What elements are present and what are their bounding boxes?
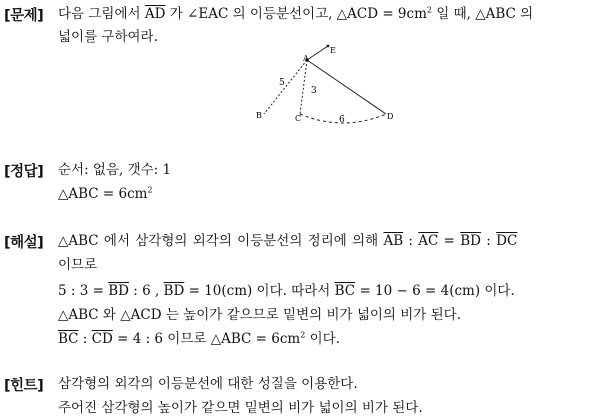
explanation-tag: [해설]	[4, 235, 44, 251]
problem-line-1: 다음 그림에서 $\overline{AD}$ 가 ∠EAC 의 이등분선이고, △ACD = $9cm^2$ 일 때, △ABC 의	[58, 5, 534, 22]
explanation-line-5: $\overline{BC}$ : $\overline{CD} = 4$ : 6 이므로 △ABC = $6cm^2$ 이다.	[58, 330, 340, 347]
label-c: C	[295, 114, 302, 123]
length-cd: 6	[339, 115, 345, 125]
answer-line-1: 순서: 없음, 갯수: 1	[58, 162, 172, 178]
label-e: E	[330, 46, 336, 55]
problem-line-2: 넓이를 구하여라.	[58, 29, 158, 45]
problem-tag: [문제]	[4, 8, 44, 24]
explanation-line-3: 5 : $3 = \overline{BD}$ : 6 , $\overline{BD} = 10(cm)$ 이다. 따라서 $\overline{BC} = 10 - 6 = 4(cm)$ 이다.	[58, 283, 515, 299]
answer-tag: [정답]	[4, 164, 44, 180]
hint-line-1: 삼각형의 외각의 이등분선에 대한 성질을 이용한다.	[58, 376, 358, 392]
explanation-line-1: △ABC 에서 삼각형의 외각의 이등분선의 정리에 의해 $\overline{AB}$ : $\overline{AC} = \overline{BD}$ : $\overline{DC}$	[58, 233, 518, 249]
triangle-figure	[250, 44, 410, 128]
label-b: B	[256, 111, 262, 120]
hint-line-2: 주어진 삼각형의 높이가 같으면 밑변의 비가 넓이의 비가 된다.	[58, 400, 423, 416]
length-ac: 3	[311, 86, 317, 96]
explanation-line-2: 이므로	[58, 257, 98, 273]
explanation-line-4: △ABC 와 △ACD 는 높이가 같으므로 밑변의 비가 넓이의 비가 된다.	[58, 307, 461, 323]
answer-line-2: △ABC = $6cm^2$	[58, 185, 153, 202]
label-a: A	[303, 54, 309, 63]
hint-tag: [힌트]	[4, 378, 44, 394]
label-d: D	[387, 112, 394, 121]
length-ab: 5	[279, 78, 285, 88]
